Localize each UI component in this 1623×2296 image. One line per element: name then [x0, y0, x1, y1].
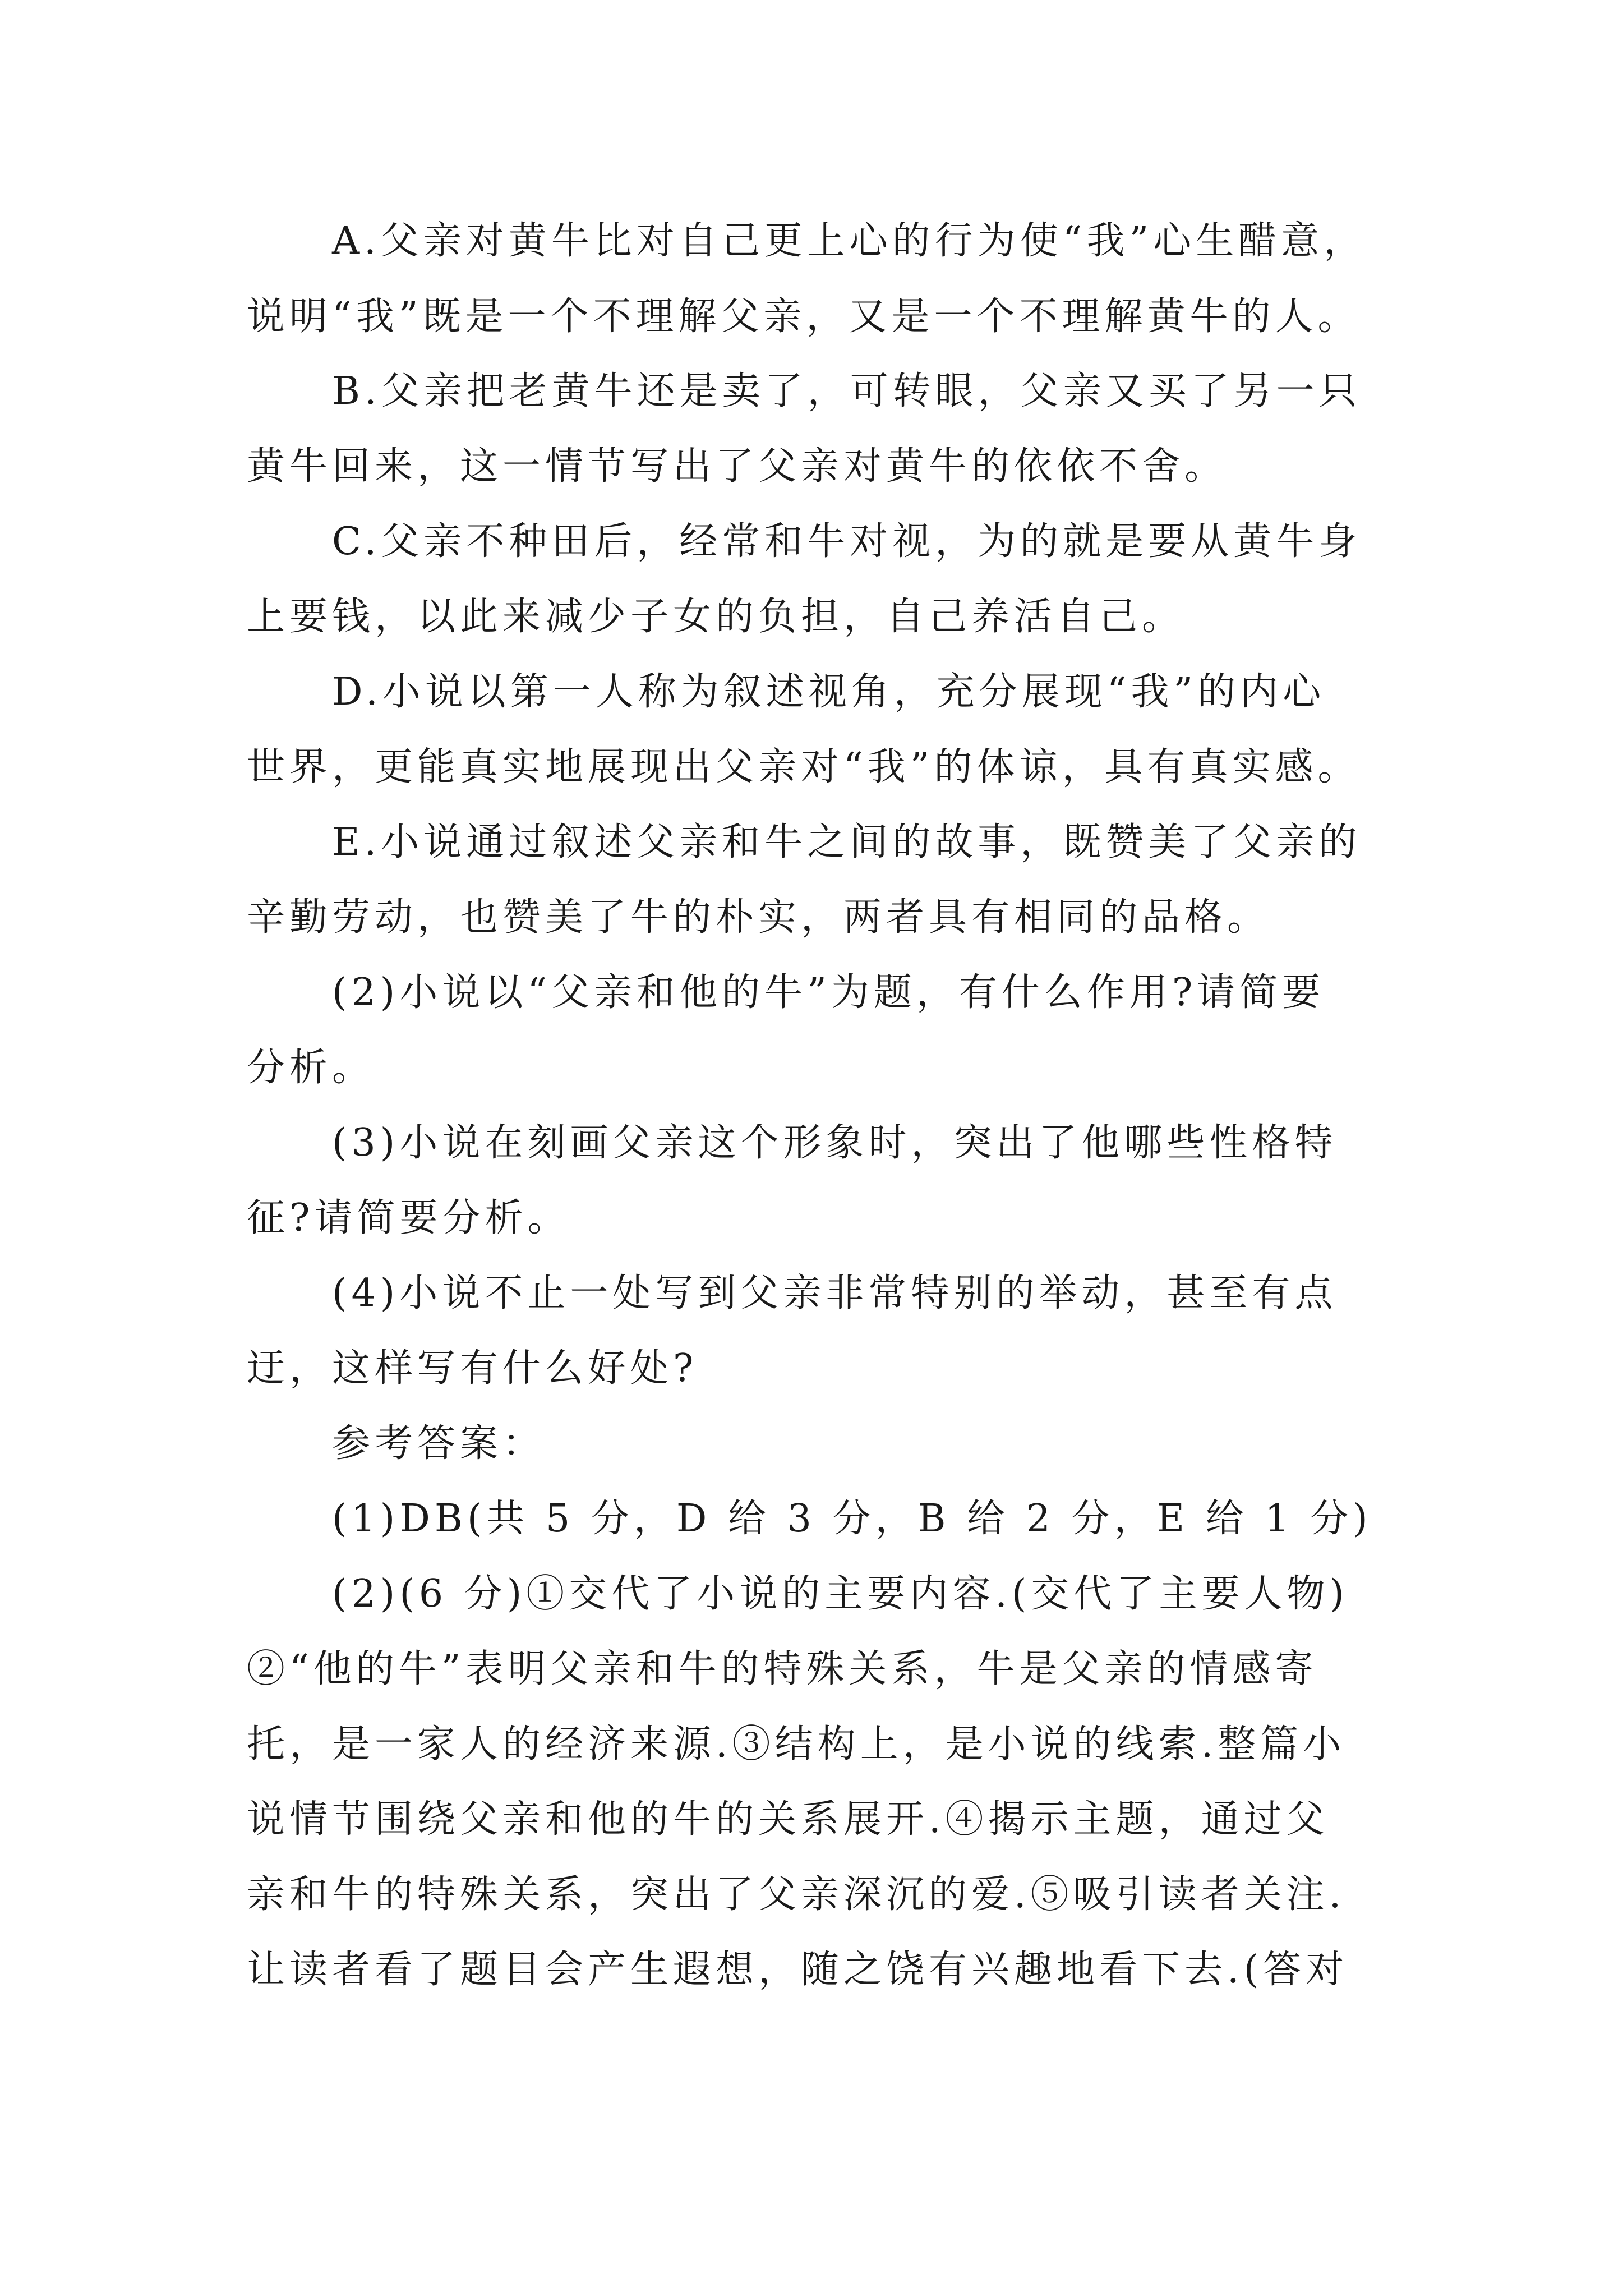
text-line: C.父亲不种田后，经常和牛对视，为的就是要从黄牛身 — [332, 519, 1362, 564]
text-line: (2)小说以“父亲和他的牛”为题，有什么作用?请简要 — [332, 970, 1325, 1015]
text-line: 说明“我”既是一个不理解父亲，又是一个不理解黄牛的人。 — [247, 295, 1361, 339]
text-line: A.父亲对黄牛比对自己更上心的行为使“我”心生醋意， — [332, 219, 1367, 263]
text-line: 说情节围绕父亲和他的牛的关系展开.④揭示主题，通过父 — [247, 1797, 1329, 1842]
text-line: ②“他的牛”表明父亲和牛的特殊关系，牛是父亲的情感寄 — [247, 1647, 1318, 1691]
text-line: (1)DB(共 5 分，D 给 3 分，B 给 2 分，E 给 1 分) — [332, 1497, 1372, 1541]
text-line: 亲和牛的特殊关系，突出了父亲深沉的爱.⑤吸引读者关注. — [247, 1872, 1346, 1917]
text-line: 迂，这样写有什么好处? — [247, 1346, 698, 1391]
text-line: 托，是一家人的经济来源.③结构上，是小说的线索.整篇小 — [247, 1722, 1346, 1766]
text-line: (2)(6 分)①交代了小说的主要内容.(交代了主要人物) — [332, 1572, 1349, 1616]
text-line: 辛勤劳动，也赞美了牛的朴实，两者具有相同的品格。 — [247, 895, 1270, 940]
text-line: D.小说以第一人称为叙述视角，充分展现“我”的内心 — [332, 670, 1326, 714]
text-line: 参考答案： — [332, 1421, 546, 1466]
text-line: E.小说通过叙述父亲和牛之间的故事，既赞美了父亲的 — [332, 820, 1362, 864]
text-line: B.父亲把老黄牛还是卖了，可转眼，父亲又买了另一只 — [332, 369, 1362, 413]
text-line: 黄牛回来，这一情节写出了父亲对黄牛的依依不舍。 — [247, 444, 1228, 489]
text-line: 征?请简要分析。 — [247, 1196, 570, 1240]
text-line: 分析。 — [247, 1046, 375, 1090]
text-line: (4)小说不止一处写到父亲非常特别的举动，甚至有点 — [332, 1271, 1338, 1315]
text-line: (3)小说在刻画父亲这个形象时，突出了他哪些性格特 — [332, 1121, 1338, 1165]
text-line: 世界，更能真实地展现出父亲对“我”的体谅，具有真实感。 — [247, 745, 1361, 789]
text-line: 让读者看了题目会产生遐想，随之饶有兴趣地看下去.(答对 — [247, 1948, 1349, 1992]
text-line: 上要钱，以此来减少子女的负担，自己养活自己。 — [247, 595, 1185, 639]
